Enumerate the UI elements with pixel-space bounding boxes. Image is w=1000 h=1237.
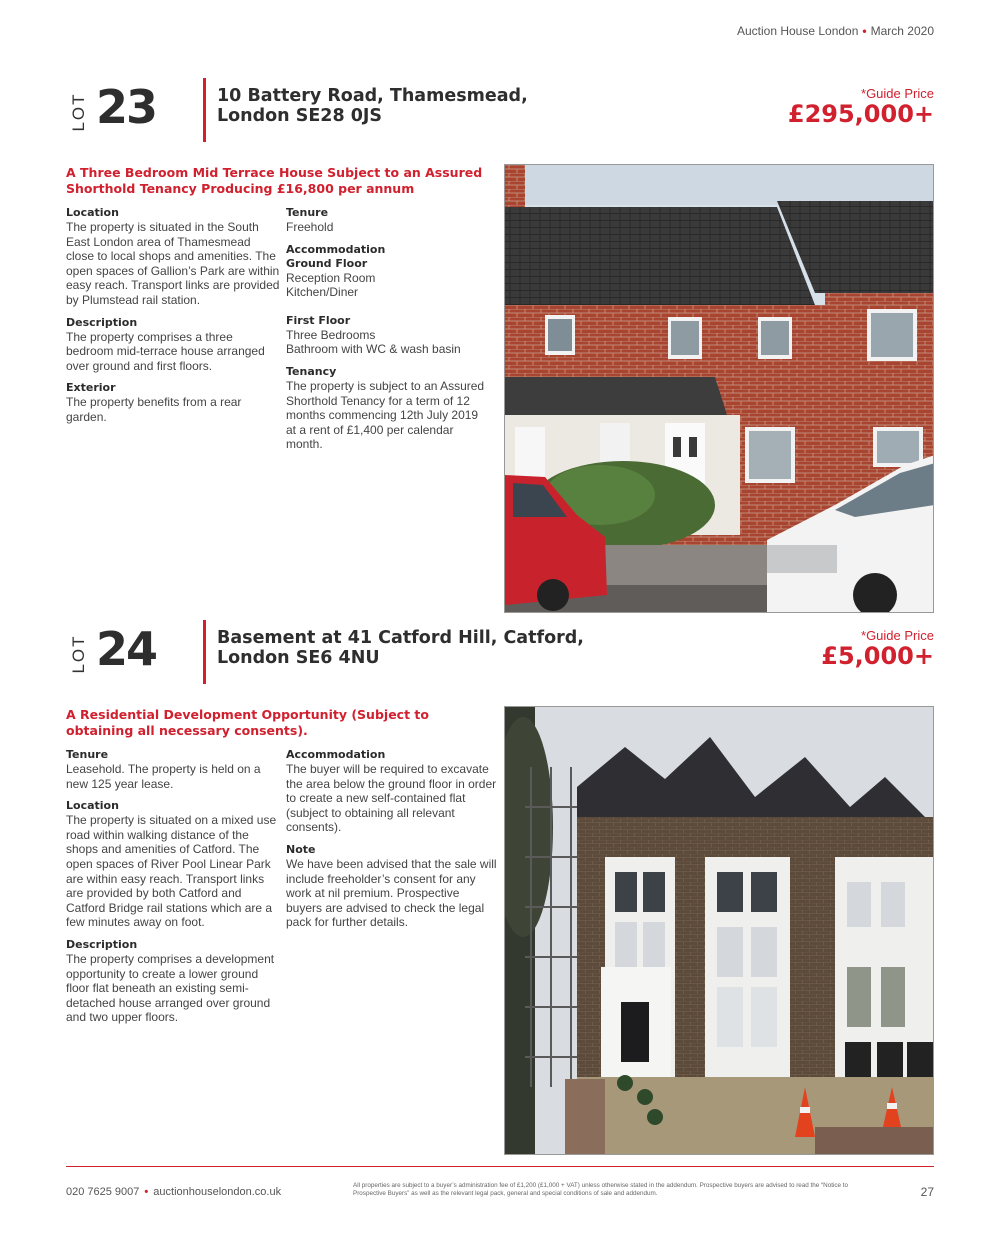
separator-dot: • xyxy=(862,24,867,38)
lot-23-right-column xyxy=(286,206,486,460)
page-header xyxy=(737,24,934,38)
section-text: Kitchen/Diner xyxy=(286,285,359,300)
sub-heading: Ground Floor xyxy=(286,256,368,270)
section-text: Bathroom with WC & wash basin xyxy=(286,342,461,357)
section-heading: Location xyxy=(66,799,119,813)
footer-contact xyxy=(66,1186,281,1198)
footer-website: auctionhouselondon.co.uk xyxy=(153,1186,282,1198)
lot-23-section xyxy=(66,80,934,148)
section-text: The property comprises a three bedroom mid-terrace house arranged over ground and first floors. xyxy=(66,329,265,373)
lot-address xyxy=(217,86,528,126)
lot-24-section xyxy=(66,622,934,690)
lot-23-subtitle: A Three Bedroom Mid Terrace House Subject to an Assured Shorthold Tenancy Producing £16,800 per annum xyxy=(66,165,483,196)
lot-address xyxy=(217,628,584,668)
section-heading: Tenancy xyxy=(286,364,337,378)
section-heading: Note xyxy=(286,842,316,856)
section-text: Three Bedrooms xyxy=(286,327,376,342)
lot-header xyxy=(66,80,934,148)
guide-price-label: *Guide Price xyxy=(861,628,934,643)
section-heading: Accommodation xyxy=(286,242,386,256)
guide-price-block xyxy=(788,86,934,127)
lot-number: 24 xyxy=(96,622,157,676)
section-heading: Accommodation xyxy=(286,748,386,761)
lot-label: LOT xyxy=(69,634,88,674)
separator-dot: • xyxy=(144,1186,149,1198)
brand-name: Auction House London xyxy=(736,24,859,38)
guide-price-label: *Guide Price xyxy=(861,86,934,101)
section-text: The property is subject to an Assured Shorthold Tenancy for a term of 12 months commencing 12th July 2019 at a rent of £1,400 per calendar month. xyxy=(286,378,485,452)
section-text: Leasehold. The property is held on a new 125 year lease. xyxy=(66,762,261,791)
section-text: We have been advised that the sale will include freeholder’s consent for any work at nil premium. Prospective buyers are advised to check the legal pack for further details. xyxy=(286,856,497,930)
section-heading: Description xyxy=(66,315,138,329)
lot-label: LOT xyxy=(69,92,88,132)
section-heading: Tenure xyxy=(66,748,109,761)
issue-date: March 2020 xyxy=(870,24,934,38)
section-heading: Tenure xyxy=(286,206,329,219)
lot-24-subtitle: A Residential Development Opportunity (Subject to obtaining all necessary consents). xyxy=(66,707,429,738)
lot-header xyxy=(66,622,934,690)
section-text: Reception Room xyxy=(286,270,376,285)
footer-disclaimer: All properties are subject to a buyer’s administration fee of £1,200 (£1,000 + VAT) unless otherwise stated in the addendum. Prospective buyers are advised to read the “Notice to Prospective Buyers” as well as the relevant legal pack, general and special conditions of sale and addendum. xyxy=(353,1182,848,1197)
section-text: The property comprises a development opportunity to create a lower ground floor flat beneath an existing semi-detached house arranged over ground and two upper floors. xyxy=(66,951,275,1025)
sub-heading: First Floor xyxy=(286,313,351,327)
address-line-2: London SE6 4NU xyxy=(217,648,380,668)
address-line-1: 10 Battery Road, Thamesmead, xyxy=(217,86,528,106)
lot-divider xyxy=(203,620,206,684)
footer-divider xyxy=(66,1166,934,1167)
section-text: Freehold xyxy=(286,220,334,234)
lot-23-left-column xyxy=(66,206,280,433)
section-text: The property benefits from a rear garden. xyxy=(66,395,242,424)
section-heading: Exterior xyxy=(66,381,116,395)
lot-24-left-column xyxy=(66,748,280,1033)
guide-price-block xyxy=(821,628,934,669)
footer-phone: 020 7625 9007 xyxy=(66,1186,140,1198)
section-heading: Description xyxy=(66,937,138,951)
section-text: The buyer will be required to excavate the area below the ground floor in order to create a new self-contained flat (subject to obtaining all relevant consents). xyxy=(286,762,497,835)
address-line-2: London SE28 0JS xyxy=(217,106,383,126)
page-number: 27 xyxy=(920,1185,934,1199)
lot-24-right-column xyxy=(286,748,498,938)
section-heading: Location xyxy=(66,206,119,219)
lot-24-property-photo xyxy=(504,706,934,1155)
section-text: The property is situated in the South East London area of Thamesmead close to local shops and amenities. The open spaces of Gallion’s Park are within easy reach. Transport links are provided by Plumstead rail station. xyxy=(66,220,280,307)
address-line-1: Basement at 41 Catford Hill, Catford, xyxy=(217,628,584,648)
section-text: The property is situated on a mixed use road within walking distance of the shops and amenities of Catford. The open spaces of River Pool Linear Park are within easy reach. Transport links are provided by both Catford and Catford Bridge rail stations which are a few minutes away on foot. xyxy=(66,813,277,930)
lot-number: 23 xyxy=(96,80,157,134)
lot-23-property-photo xyxy=(504,164,934,613)
lot-divider xyxy=(203,78,206,142)
guide-price-value: £5,000+ xyxy=(821,642,934,670)
guide-price-value: £295,000+ xyxy=(787,100,934,128)
